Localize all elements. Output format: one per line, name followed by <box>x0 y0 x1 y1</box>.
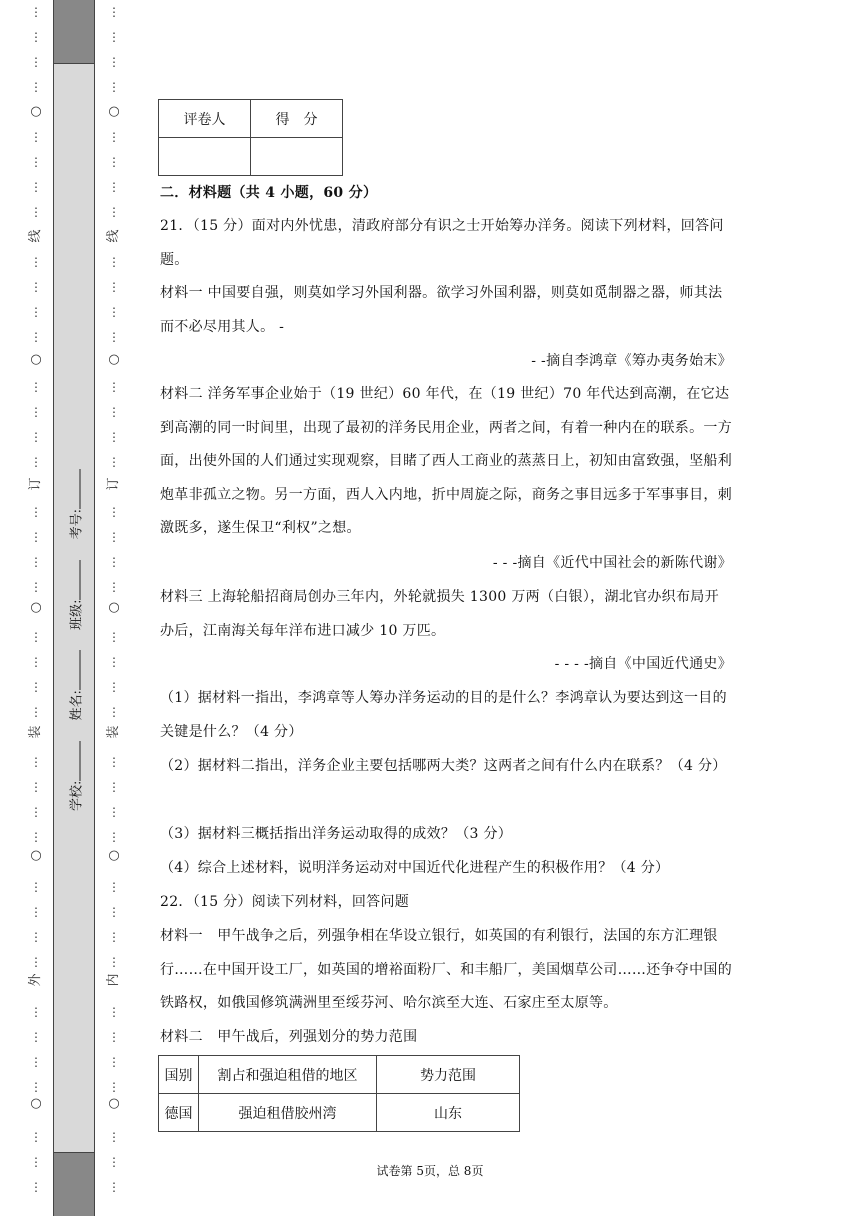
inner-dot-mark: ⋮ <box>108 630 120 644</box>
q21-material-1-source: - -摘自李鸿章《筹办夷务始末》 <box>531 353 732 369</box>
outer-binding-word: 订 <box>28 477 43 491</box>
sphere-of-influence-table <box>158 1055 520 1132</box>
inner-dot-mark: ⋮ <box>108 755 120 769</box>
outer-dot-mark: ⋮ <box>30 1180 42 1194</box>
outer-dot-mark: ⋮ <box>30 1080 42 1094</box>
inner-dot-mark: ⋮ <box>108 205 120 219</box>
table-cell: 山东 <box>377 1094 520 1132</box>
outer-circle-mark: ○ <box>30 848 42 863</box>
outer-dot-mark: ⋮ <box>30 155 42 169</box>
outer-dot-mark: ⋮ <box>30 955 42 969</box>
page-footer: 试卷第 5页，总 8页 <box>376 1164 484 1178</box>
outer-dot-mark: ⋮ <box>30 705 42 719</box>
inner-dot-mark: ⋮ <box>108 905 120 919</box>
inner-dot-mark: ⋮ <box>108 155 120 169</box>
inner-dot-mark: ⋮ <box>108 530 120 544</box>
inner-dot-mark: ⋮ <box>108 305 120 319</box>
outer-dot-mark: ⋮ <box>30 255 42 269</box>
outer-dot-mark: ⋮ <box>30 30 42 44</box>
q21-material-3: 材料三 上海轮船招商局创办三年内，外轮就损失 1300 万两（白银），湖北官办织布局开办后，江南海关每年洋布进口减少 10 万匹。 <box>160 589 719 639</box>
section-title: 二．材料题（共 4 小题，60 分） <box>160 185 378 201</box>
outer-dot-mark: ⋮ <box>30 655 42 669</box>
outer-dot-mark: ⋮ <box>30 1130 42 1144</box>
outer-dot-mark: ⋮ <box>30 630 42 644</box>
outer-binding-word: 线 <box>28 229 43 243</box>
inner-circle-mark: ○ <box>108 848 120 863</box>
q21-material-3-source: - - - -摘自《中国近代通史》 <box>554 656 732 672</box>
inner-dot-mark: ⋮ <box>108 580 120 594</box>
inner-dot-mark: ⋮ <box>108 455 120 469</box>
outer-dot-mark: ⋮ <box>30 755 42 769</box>
inner-dot-mark: ⋮ <box>108 930 120 944</box>
outer-binding-column <box>26 0 46 1216</box>
inner-binding-word: 内 <box>106 973 121 987</box>
outer-dot-mark: ⋮ <box>30 280 42 294</box>
q22-material-2: 材料二 甲午战后，列强划分的势力范围 <box>160 1029 418 1045</box>
inner-binding-word: 装 <box>106 725 121 739</box>
inner-dot-mark: ⋮ <box>108 30 120 44</box>
inner-dot-mark: ⋮ <box>108 705 120 719</box>
outer-dot-mark: ⋮ <box>30 930 42 944</box>
outer-dot-mark: ⋮ <box>30 55 42 69</box>
outer-dot-mark: ⋮ <box>30 130 42 144</box>
inner-dot-mark: ⋮ <box>108 505 120 519</box>
q21-question-1: （1）据材料一指出，李鸿章等人筹办洋务运动的目的是什么？李鸿章认为要达到这一目的关键是什么？（4 分） <box>160 690 727 740</box>
outer-dot-mark: ⋮ <box>30 555 42 569</box>
outer-dot-mark: ⋮ <box>30 305 42 319</box>
inner-dot-mark: ⋮ <box>108 1130 120 1144</box>
inner-dot-mark: ⋮ <box>108 1030 120 1044</box>
class-field[interactable]: 班级: <box>66 560 85 630</box>
outer-circle-mark: ○ <box>30 600 42 615</box>
inner-dot-mark: ⋮ <box>108 330 120 344</box>
inner-dot-mark: ⋮ <box>108 1055 120 1069</box>
name-field[interactable]: 姓名: <box>66 650 85 720</box>
outer-binding-word: 外 <box>28 973 43 987</box>
inner-dot-mark: ⋮ <box>108 555 120 569</box>
student-info-strip <box>53 0 95 1216</box>
inner-dot-mark: ⋮ <box>108 5 120 19</box>
outer-dot-mark: ⋮ <box>30 1030 42 1044</box>
inner-dot-mark: ⋮ <box>108 1080 120 1094</box>
q22-material-1: 材料一 甲午战争之后，列强争相在华设立银行，如英国的有利银行，法国的东方汇理银行……在中国开设工厂，如英国的增裕面粉厂、和丰船厂，美国烟草公司……还争夺中国的铁路权，如俄国修筑满洲里至绥芬河、哈尔滨至大连、石家庄至太原等。 <box>160 928 732 1011</box>
table-header: 国别 <box>159 1056 199 1094</box>
school-field[interactable]: 学校: <box>66 741 85 811</box>
outer-dot-mark: ⋮ <box>30 430 42 444</box>
inner-dot-mark: ⋮ <box>108 880 120 894</box>
inner-dot-mark: ⋮ <box>108 430 120 444</box>
inner-dot-mark: ⋮ <box>108 180 120 194</box>
inner-dot-mark: ⋮ <box>108 1155 120 1169</box>
q21-material-2-source: - - -摘自《近代中国社会的新陈代谢》 <box>492 555 732 571</box>
q21-question-4: （4）综合上述材料，说明洋务运动对中国近代化进程产生的积极作用？（4 分） <box>160 860 670 876</box>
inner-dot-mark: ⋮ <box>108 830 120 844</box>
outer-dot-mark: ⋮ <box>30 205 42 219</box>
inner-dot-mark: ⋮ <box>108 655 120 669</box>
inner-binding-word: 线 <box>106 229 121 243</box>
inner-dot-mark: ⋮ <box>108 805 120 819</box>
score-header: 得 分 <box>251 100 343 138</box>
outer-dot-mark: ⋮ <box>30 530 42 544</box>
reviewer-cell[interactable] <box>159 138 251 176</box>
outer-dot-mark: ⋮ <box>30 405 42 419</box>
exam-number-field[interactable]: 考号: <box>66 469 85 539</box>
outer-dot-mark: ⋮ <box>30 905 42 919</box>
inner-dot-mark: ⋮ <box>108 280 120 294</box>
outer-dot-mark: ⋮ <box>30 1155 42 1169</box>
inner-dot-mark: ⋮ <box>108 55 120 69</box>
table-header-row <box>159 1056 520 1094</box>
outer-dot-mark: ⋮ <box>30 880 42 894</box>
inner-dot-mark: ⋮ <box>108 405 120 419</box>
outer-dot-mark: ⋮ <box>30 505 42 519</box>
outer-dot-mark: ⋮ <box>30 1055 42 1069</box>
outer-dot-mark: ⋮ <box>30 580 42 594</box>
q21-question-3: （3）据材料三概括指出洋务运动取得的成效？（3 分） <box>160 826 513 842</box>
student-info-fields <box>66 250 85 1030</box>
inner-dot-mark: ⋮ <box>108 380 120 394</box>
inner-binding-column <box>104 0 124 1216</box>
outer-binding-word: 装 <box>28 725 43 739</box>
inner-dot-mark: ⋮ <box>108 130 120 144</box>
outer-dot-mark: ⋮ <box>30 1005 42 1019</box>
outer-dot-mark: ⋮ <box>30 455 42 469</box>
outer-dot-mark: ⋮ <box>30 805 42 819</box>
inner-circle-mark: ○ <box>108 600 120 615</box>
q21-material-2: 材料二 洋务军事企业始于（19 世纪）60 年代，在（19 世纪）70 年代达到高潮，在它达到高潮的同一时间里，出现了最初的洋务民用企业，两者之间，有着一种内在的联系。一方面，出使外国的人们通过实现观察，目睹了西人工商业的蒸蒸日上，初知由富致强，坚船利炮革非孤立之物。另一方面，西人入内地，折中周旋之际，商务之事目远多于军事事目，刺激既多，遂生保卫“利权”之想。 <box>160 386 732 536</box>
inner-dot-mark: ⋮ <box>108 680 120 694</box>
outer-dot-mark: ⋮ <box>30 330 42 344</box>
table-cell: 德国 <box>159 1094 199 1132</box>
q21-material-1: 材料一 中国要自强，则莫如学习外国利器。欲学习外国利器，则莫如觅制器之器，师其法而不必尽用其人。 - <box>160 285 723 335</box>
reviewer-header: 评卷人 <box>159 100 251 138</box>
table-header: 割占和强迫租借的地区 <box>199 1056 377 1094</box>
outer-dot-mark: ⋮ <box>30 5 42 19</box>
outer-dot-mark: ⋮ <box>30 180 42 194</box>
q22-stem: 22．（15 分）阅读下列材料，回答问题 <box>160 894 410 910</box>
score-cell[interactable] <box>251 138 343 176</box>
outer-circle-mark: ○ <box>30 352 42 367</box>
table-cell: 强迫租借胶州湾 <box>199 1094 377 1132</box>
inner-circle-mark: ○ <box>108 104 120 119</box>
inner-binding-word: 订 <box>106 477 121 491</box>
strip-top-block <box>54 0 94 64</box>
inner-dot-mark: ⋮ <box>108 1005 120 1019</box>
table-row <box>159 1094 520 1132</box>
inner-circle-mark: ○ <box>108 352 120 367</box>
outer-dot-mark: ⋮ <box>30 830 42 844</box>
inner-dot-mark: ⋮ <box>108 80 120 94</box>
outer-dot-mark: ⋮ <box>30 680 42 694</box>
q21-stem: 21．（15 分）面对内外忧患，清政府部分有识之士开始筹办洋务。阅读下列材料，回答问题。 <box>160 218 724 268</box>
inner-dot-mark: ⋮ <box>108 255 120 269</box>
table-header: 势力范围 <box>377 1056 520 1094</box>
outer-circle-mark: ○ <box>30 104 42 119</box>
outer-dot-mark: ⋮ <box>30 380 42 394</box>
inner-circle-mark: ○ <box>108 1096 120 1111</box>
outer-dot-mark: ⋮ <box>30 80 42 94</box>
grader-table <box>158 99 343 176</box>
outer-dot-mark: ⋮ <box>30 780 42 794</box>
inner-dot-mark: ⋮ <box>108 1180 120 1194</box>
outer-circle-mark: ○ <box>30 1096 42 1111</box>
inner-dot-mark: ⋮ <box>108 955 120 969</box>
inner-dot-mark: ⋮ <box>108 780 120 794</box>
q21-question-2: （2）据材料二指出，洋务企业主要包括哪两大类？这两者之间有什么内在联系？（4 分） <box>160 758 727 774</box>
